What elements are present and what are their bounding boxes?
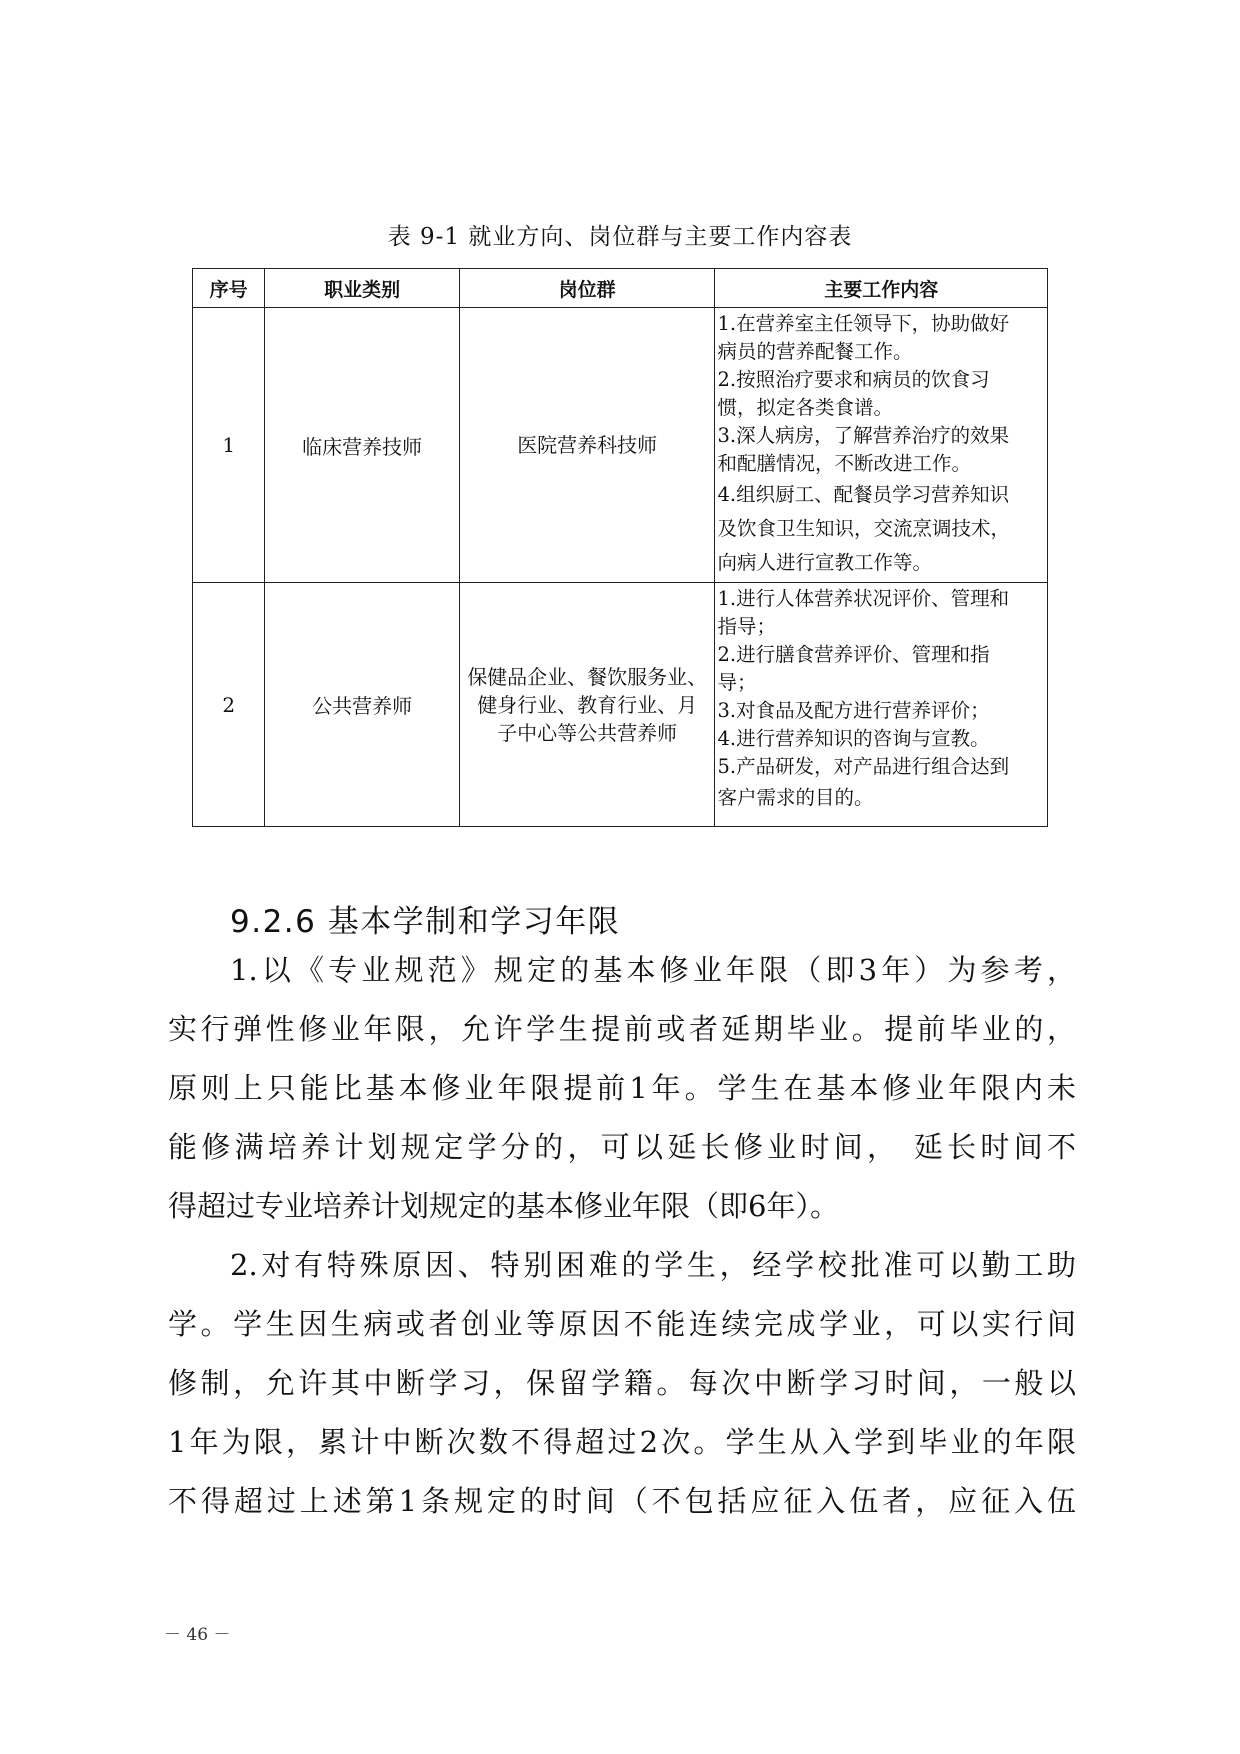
paragraph-line: 1.以《专业规范》规定的基本修业年限（即3年）为参考， xyxy=(230,953,1076,987)
duty-line: 和配膳情况，不断改进工作。 xyxy=(717,452,971,475)
row-group xyxy=(459,583,715,827)
paragraph-line: 得超过专业培养计划规定的基本修业年限（即6年）。 xyxy=(168,1189,839,1223)
duty-line: 3.对食品及配方进行营养评价； xyxy=(717,699,990,722)
duty-line: 指导； xyxy=(717,615,776,638)
duty-line: 4.进行营养知识的咨询与宣教。 xyxy=(717,727,990,750)
header-no: 序号 xyxy=(193,269,265,308)
row-duties xyxy=(715,308,1048,583)
header-group: 岗位群 xyxy=(459,269,715,308)
table-header-row xyxy=(193,269,1048,308)
row-category: 临床营养技师 xyxy=(265,308,460,583)
paragraph-line: 修制，允许其中断学习，保留学籍。每次中断学习时间，一般以 xyxy=(168,1366,1076,1400)
employment-table xyxy=(192,268,1048,827)
paragraph-line: 1年为限，累计中断次数不得超过2次。学生从入学到毕业的年限 xyxy=(168,1425,1076,1459)
duty-line: 4.组织厨工、配餐员学习营养知识 xyxy=(717,483,1010,506)
duty-line: 病员的营养配餐工作。 xyxy=(717,340,913,363)
table-row xyxy=(193,308,1048,583)
row-no: 1 xyxy=(193,308,265,583)
row-group xyxy=(459,308,715,583)
group-line: 医院营养科技师 xyxy=(517,433,658,457)
page-number: － 46 － xyxy=(164,1625,231,1645)
duty-line: 及饮食卫生知识，交流烹调技术， xyxy=(717,517,1010,540)
row-category: 公共营养师 xyxy=(265,583,460,827)
table-row xyxy=(193,583,1048,827)
paragraph-line: 原则上只能比基本修业年限提前1年。学生在基本修业年限内未 xyxy=(168,1071,1076,1105)
duty-line: 导； xyxy=(717,671,757,694)
table-caption: 表 9-1 就业方向、岗位群与主要工作内容表 xyxy=(387,224,853,250)
row-no: 2 xyxy=(193,583,265,827)
duty-line: 2.进行膳食营养评价、管理和指 xyxy=(717,643,990,666)
group-line: 保健品企业、餐饮服务业、 xyxy=(467,664,708,689)
paragraph-line: 学。学生因生病或者创业等原因不能连续完成学业，可以实行间 xyxy=(168,1307,1076,1341)
row-duties xyxy=(715,583,1048,827)
group-line: 健身行业、教育行业、月 xyxy=(477,692,698,717)
duty-line: 5.产品研发，对产品进行组合达到 xyxy=(717,755,1010,778)
duty-line: 1.在营养室主任领导下，协助做好 xyxy=(717,312,1010,335)
header-category: 职业类别 xyxy=(265,269,460,308)
duty-line: 向病人进行宣教工作等。 xyxy=(717,551,932,574)
duty-line: 3.深人病房，了解营养治疗的效果 xyxy=(717,424,1010,447)
duty-line: 2.按照治疗要求和病员的饮食习 xyxy=(717,368,990,391)
duty-line: 1.进行人体营养状况评价、管理和 xyxy=(717,587,1010,610)
duty-line: 客户需求的目的。 xyxy=(717,786,874,809)
paragraph-line: 不得超过上述第1条规定的时间（不包括应征入伍者，应征入伍 xyxy=(168,1484,1076,1518)
section-heading: 9.2.6 基本学制和学习年限 xyxy=(230,904,621,940)
paragraph-line: 能修满培养计划规定学分的，可以延长修业时间， 延长时间不 xyxy=(168,1130,1076,1164)
paragraph-line: 实行弹性修业年限，允许学生提前或者延期毕业。提前毕业的， xyxy=(168,1012,1076,1046)
duty-line: 惯，拟定各类食谱。 xyxy=(717,396,893,419)
group-line: 子中心等公共营养师 xyxy=(497,720,678,745)
paragraph-line: 2.对有特殊原因、特别困难的学生，经学校批准可以勤工助 xyxy=(230,1248,1076,1282)
header-duties: 主要工作内容 xyxy=(715,269,1048,308)
